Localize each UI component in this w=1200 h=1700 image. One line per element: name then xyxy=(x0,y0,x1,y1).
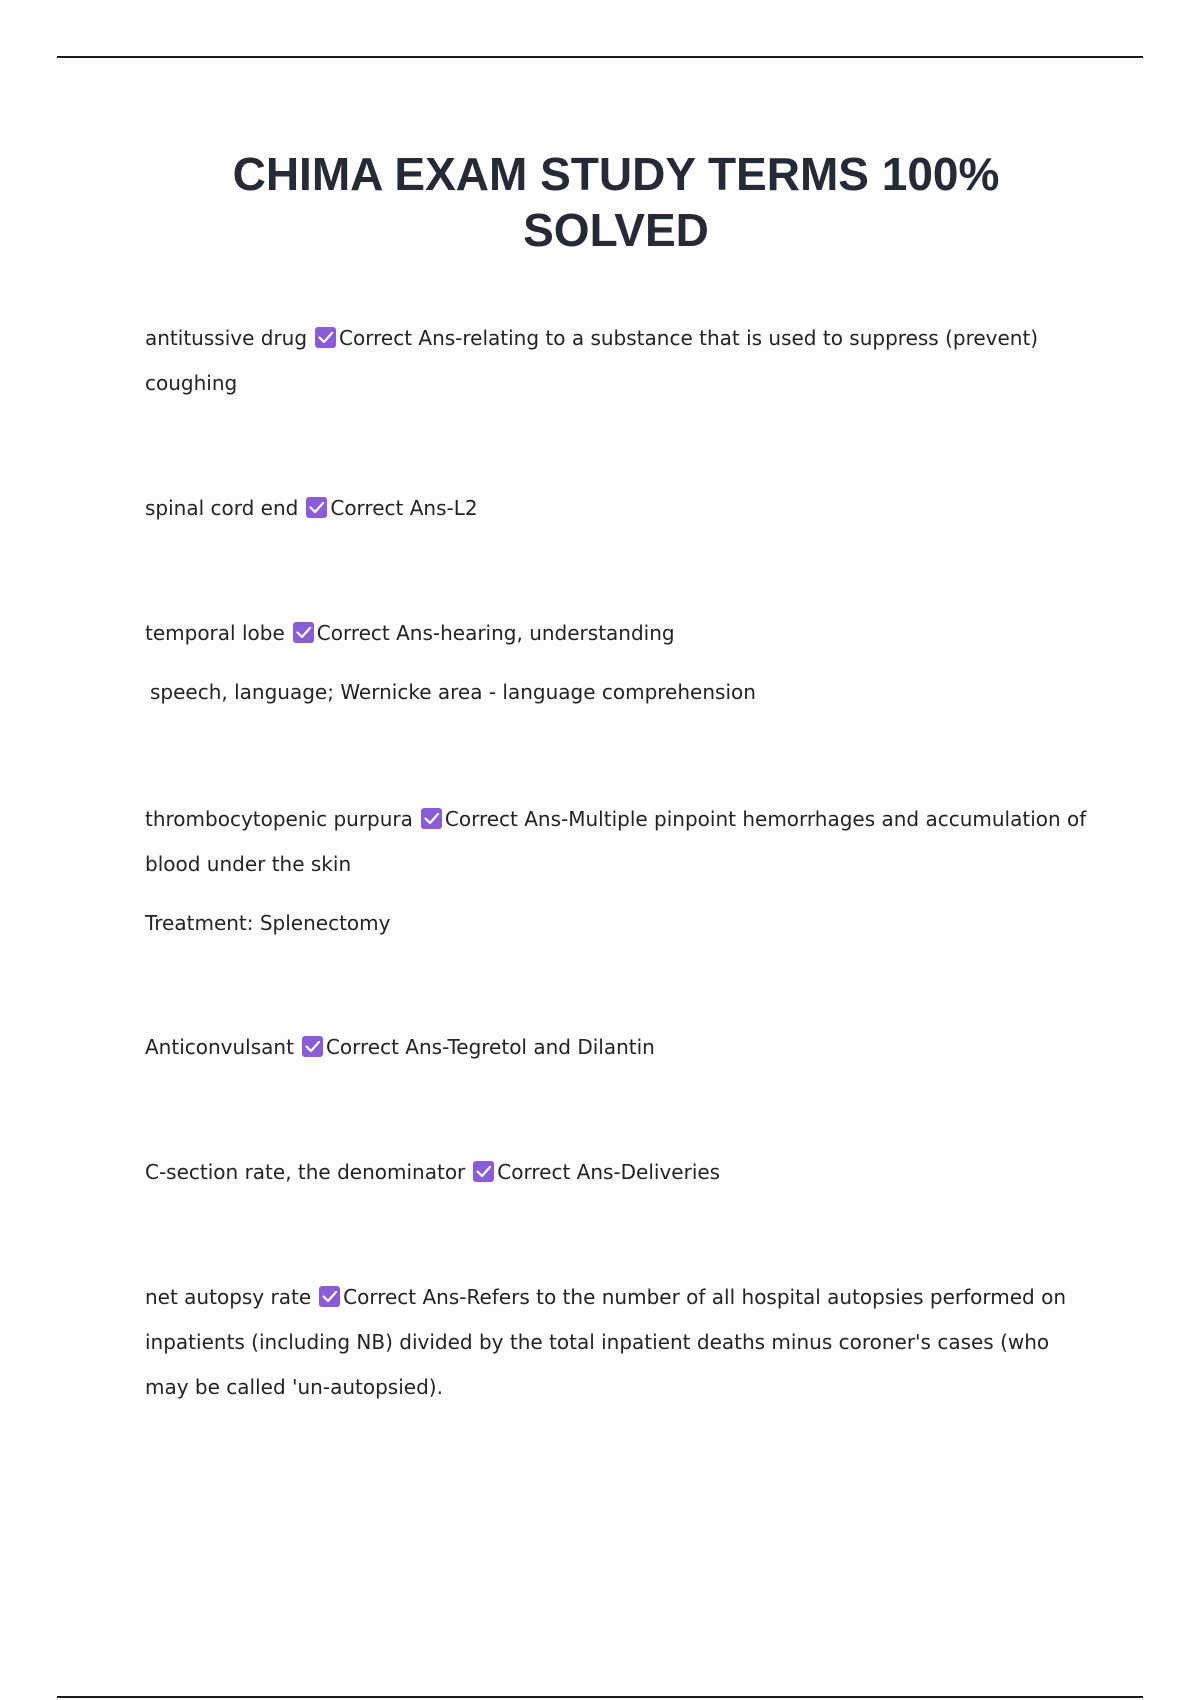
checkbox-checked-icon xyxy=(293,622,314,643)
entry-answer: Correct Ans-L2 xyxy=(330,496,478,520)
bottom-rule xyxy=(57,1696,1143,1698)
entry-answer: Correct Ans-Refers to the number of all hospital autopsies performed on inpatients (including NB) divided by the total inpatient deaths minus coroner's cases (who may be called 'un-autopsied). xyxy=(145,1285,1066,1399)
title-line-2: SOLVED xyxy=(523,204,709,256)
entry-term: spinal cord end xyxy=(145,496,299,520)
checkbox-checked-icon xyxy=(302,1036,323,1057)
entry-net-autopsy-rate xyxy=(145,1275,1095,1410)
entry-spinal-cord-end xyxy=(145,486,1095,531)
entry-answer: Correct Ans-hearing, understanding xyxy=(316,621,675,645)
entry-c-section-rate xyxy=(145,1150,1095,1195)
entry-term: Anticonvulsant xyxy=(145,1035,294,1059)
checkbox-checked-icon xyxy=(473,1161,494,1182)
entries-list xyxy=(145,316,1095,1410)
entry-anticonvulsant xyxy=(145,1025,1095,1070)
entry-thrombocytopenic-purpura xyxy=(145,797,1095,946)
entry-extra: speech, language; Wernicke area - language comprehension xyxy=(150,680,756,704)
checkbox-checked-icon xyxy=(319,1286,340,1307)
checkbox-checked-icon xyxy=(306,497,327,518)
entry-term: net autopsy rate xyxy=(145,1285,312,1309)
entry-temporal-lobe xyxy=(145,611,1095,715)
entry-term: temporal lobe xyxy=(145,621,285,645)
entry-term: antitussive drug xyxy=(145,326,308,350)
checkbox-checked-icon xyxy=(421,808,442,829)
top-rule xyxy=(57,56,1143,58)
entry-answer: Correct Ans-Multiple pinpoint hemorrhages and accumulation of blood under the skin xyxy=(145,807,1087,876)
entry-answer: Correct Ans-relating to a substance that is used to suppress (prevent) coughing xyxy=(145,326,1039,395)
entry-answer: Correct Ans-Tegretol and Dilantin xyxy=(325,1035,655,1059)
entry-extra: Treatment: Splenectomy xyxy=(145,911,391,935)
entry-answer: Correct Ans-Deliveries xyxy=(497,1160,721,1184)
entry-term: thrombocytopenic purpura xyxy=(145,807,413,831)
title-line-1: CHIMA EXAM STUDY TERMS 100% xyxy=(232,148,1000,200)
entry-term: C-section rate, the denominator xyxy=(145,1160,466,1184)
page-title xyxy=(120,146,1112,258)
checkbox-checked-icon xyxy=(315,327,336,348)
entry-antitussive-drug xyxy=(145,316,1095,406)
